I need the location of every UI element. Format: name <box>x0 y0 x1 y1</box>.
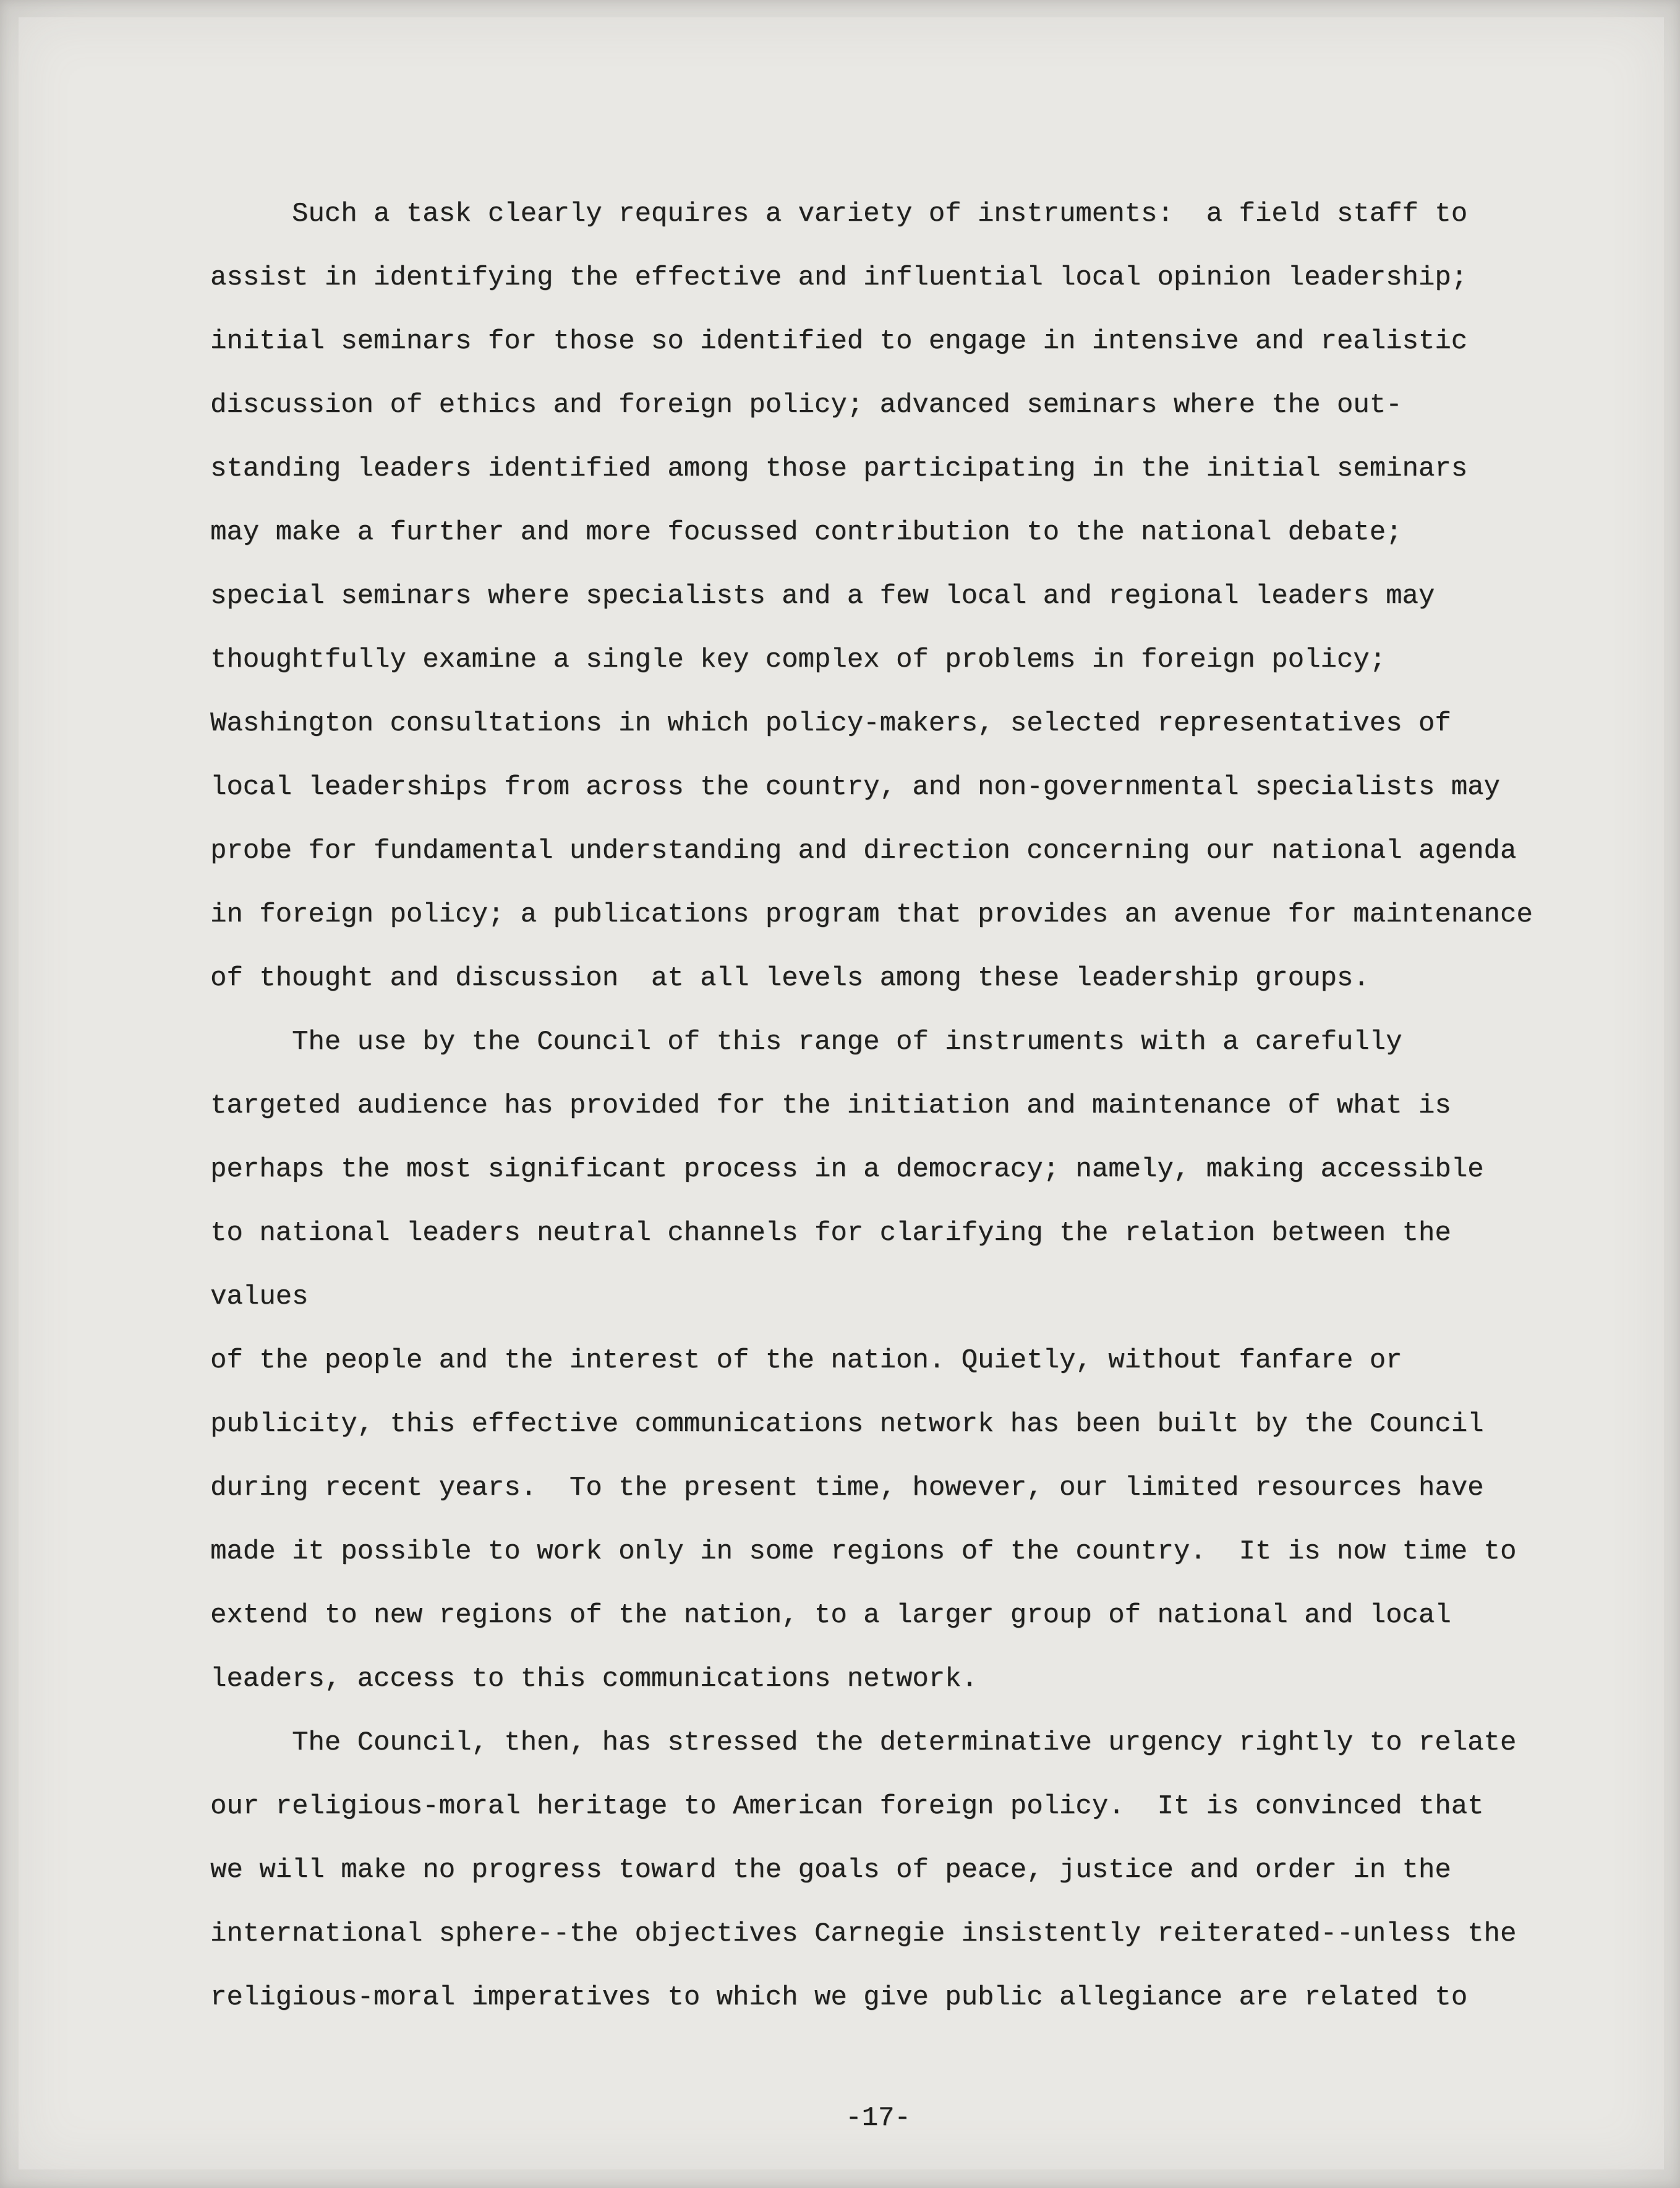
paragraph-2 <box>210 1011 1546 1711</box>
text-line: publicity, this effective communications network has been built by the Council <box>210 1409 1484 1440</box>
text-line: thoughtfully examine a single key complex of problems in foreign policy; <box>210 644 1386 675</box>
text-line: our religious-moral heritage to American foreign policy. It is convinced that <box>210 1791 1484 1822</box>
text-line: to national leaders neutral channels for clarifying the relation between the values <box>210 1218 1468 1312</box>
text-line: in foreign policy; a publications program that provides an avenue for maintenance <box>210 899 1533 930</box>
paragraph-3 <box>210 1711 1546 2030</box>
text-line: initial seminars for those so identified to engage in intensive and realistic <box>210 326 1468 357</box>
text-block <box>210 182 1546 2150</box>
text-line: made it possible to work only in some regions of the country. It is now time to <box>210 1536 1517 1567</box>
paragraph-1 <box>210 182 1546 1011</box>
text-line: standing leaders identified among those participating in the initial seminars <box>210 453 1468 484</box>
text-line: of the people and the interest of the nation. Quietly, without fanfare or <box>210 1345 1402 1376</box>
text-line: extend to new regions of the nation, to a larger group of national and local <box>210 1600 1451 1631</box>
page-number: -17- <box>845 2103 911 2134</box>
text-line: targeted audience has provided for the initiation and maintenance of what is <box>210 1090 1451 1121</box>
paragraph-container <box>210 182 1546 2030</box>
text-line: may make a further and more focussed contribution to the national debate; <box>210 517 1402 548</box>
text-line: Such a task clearly requires a variety of instruments: a field staff to <box>292 199 1468 229</box>
text-line: discussion of ethics and foreign policy; advanced seminars where the out- <box>210 390 1402 421</box>
text-line: leaders, access to this communications network. <box>210 1664 978 1694</box>
text-line: special seminars where specialists and a few local and regional leaders may <box>210 581 1435 612</box>
text-line: during recent years. To the present time, however, our limited resources have <box>210 1472 1484 1503</box>
text-line: assist in identifying the effective and influential local opinion leadership; <box>210 262 1468 293</box>
text-line: The Council, then, has stressed the determinative urgency rightly to relate <box>292 1727 1517 1758</box>
text-line: The use by the Council of this range of instruments with a carefully <box>292 1027 1402 1058</box>
text-line: local leaderships from across the country, and non-governmental specialists may <box>210 772 1500 803</box>
text-line: probe for fundamental understanding and direction concerning our national agenda <box>210 835 1517 866</box>
text-line: we will make no progress toward the goals of peace, justice and order in the <box>210 1855 1451 1886</box>
text-line: Washington consultations in which policy-makers, selected representatives of <box>210 708 1451 739</box>
text-line: religious-moral imperatives to which we give public allegiance are related to <box>210 1982 1468 2013</box>
text-line: international sphere--the objectives Carnegie insistently reiterated--unless the <box>210 1918 1517 1949</box>
text-line: perhaps the most significant process in a democracy; namely, making accessible <box>210 1154 1484 1185</box>
text-line: of thought and discussion at all levels among these leadership groups. <box>210 963 1370 994</box>
